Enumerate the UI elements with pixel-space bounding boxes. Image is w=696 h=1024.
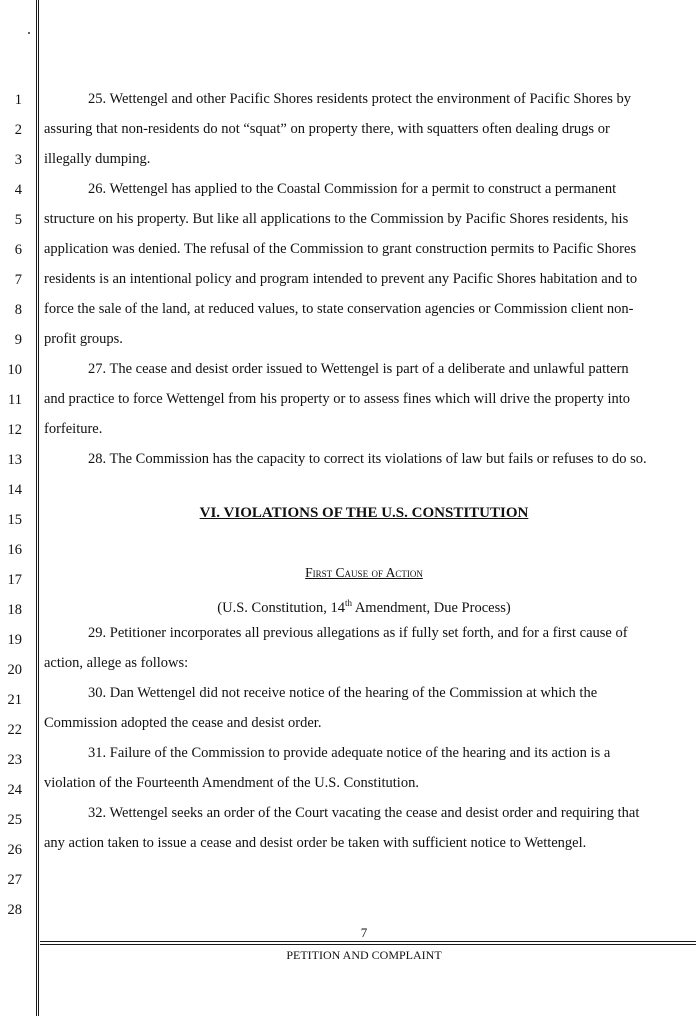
paragraph-25-line: illegally dumping. bbox=[44, 151, 151, 167]
paragraph-26-line: force the sale of the land, at reduced values, to state conservation agencies or Commission client non- bbox=[44, 301, 634, 317]
line-number: 3 bbox=[14, 152, 22, 168]
paragraph-29-line: 29. Petitioner incorporates all previous allegations as if fully set forth, and for a first cause of bbox=[88, 625, 628, 641]
paragraph-27-line: 27. The cease and desist order issued to Wettengel is part of a deliberate and unlawful pattern bbox=[88, 361, 629, 377]
line-number: 13 bbox=[7, 452, 22, 468]
paragraph-28-line: 28. The Commission has the capacity to correct its violations of law but fails or refuses to do so. bbox=[88, 451, 647, 467]
line-number: 12 bbox=[7, 422, 22, 438]
line-number: 14 bbox=[7, 482, 22, 498]
line-number: 21 bbox=[7, 692, 22, 708]
line-number: 4 bbox=[14, 182, 22, 198]
paragraph-26-line: residents is an intentional policy and program intended to prevent any Pacific Shores habitation and to bbox=[44, 271, 638, 287]
line-number: 9 bbox=[14, 332, 22, 348]
paragraph-25-line: 25. Wettengel and other Pacific Shores residents protect the environment of Pacific Shores by bbox=[88, 91, 631, 107]
line-number: 8 bbox=[14, 302, 22, 318]
line-number: 22 bbox=[7, 722, 22, 738]
section-heading bbox=[44, 504, 684, 522]
paragraph-25-line: assuring that non-residents do not “squat” on property there, with squatters often dealing drugs or bbox=[44, 121, 610, 137]
line-number: 19 bbox=[7, 632, 22, 648]
cause-sub-before: (U.S. Constitution, 14 bbox=[217, 599, 345, 616]
paragraph-32-line: 32. Wettengel seeks an order of the Court vacating the cease and desist order and requiring that bbox=[88, 805, 640, 821]
line-number: 27 bbox=[7, 872, 22, 888]
line-number: 23 bbox=[7, 752, 22, 768]
footer-title bbox=[44, 946, 684, 964]
margin-rule-outer bbox=[36, 0, 37, 1016]
scan-speck bbox=[28, 32, 30, 34]
line-number: 17 bbox=[7, 572, 22, 588]
paragraph-31-line: violation of the Fourteenth Amendment of the U.S. Constitution. bbox=[44, 775, 419, 791]
cause-of-action-subtitle bbox=[44, 594, 684, 617]
cause-sub-superscript: th bbox=[345, 598, 353, 608]
line-number: 6 bbox=[14, 242, 22, 258]
line-number: 10 bbox=[7, 362, 22, 378]
cause-of-action-title: First Cause of Action bbox=[305, 565, 423, 580]
line-number: 20 bbox=[7, 662, 22, 678]
footer-rule-top bbox=[40, 941, 696, 942]
line-number: 11 bbox=[8, 392, 22, 408]
line-number: 16 bbox=[7, 542, 22, 558]
line-number: 7 bbox=[14, 272, 22, 288]
line-number: 15 bbox=[7, 512, 22, 528]
cause-sub-after: Amendment, Due Process) bbox=[352, 599, 511, 616]
line-number: 28 bbox=[7, 902, 22, 918]
page-number: 7 bbox=[360, 925, 368, 940]
paragraph-26-line: application was denied. The refusal of the Commission to grant construction permits to Pacific Shores bbox=[44, 241, 637, 257]
paragraph-26-line: profit groups. bbox=[44, 331, 123, 347]
paragraph-30-line: 30. Dan Wettengel did not receive notice of the hearing of the Commission at which the bbox=[88, 685, 598, 701]
paragraph-32-line: any action taken to issue a cease and desist order be taken with sufficient notice to Wettengel. bbox=[44, 835, 587, 851]
cause-of-action-heading bbox=[44, 564, 684, 582]
margin-rule-inner bbox=[38, 0, 39, 1016]
footer-title-text: PETITION AND COMPLAINT bbox=[286, 948, 442, 962]
line-number: 25 bbox=[7, 812, 22, 828]
section-heading-text: VI. VIOLATIONS OF THE U.S. CONSTITUTION bbox=[199, 505, 529, 521]
line-number: 26 bbox=[7, 842, 22, 858]
paragraph-31-line: 31. Failure of the Commission to provide adequate notice of the hearing and its action is a bbox=[88, 745, 611, 761]
paragraph-27-line: and practice to force Wettengel from his property or to assess fines which will drive the property into bbox=[44, 391, 631, 407]
paragraph-30-line: Commission adopted the cease and desist order. bbox=[44, 715, 322, 731]
paragraph-29-line: action, allege as follows: bbox=[44, 655, 189, 671]
paragraph-27-line: forfeiture. bbox=[44, 421, 103, 437]
line-number: 1 bbox=[14, 92, 22, 108]
line-number: 24 bbox=[7, 782, 22, 798]
line-number: 18 bbox=[7, 602, 22, 618]
line-number: 2 bbox=[14, 122, 22, 138]
paragraph-26-line: 26. Wettengel has applied to the Coastal Commission for a permit to construct a permanent bbox=[88, 181, 617, 197]
paragraph-26-line: structure on his property. But like all applications to the Commission by Pacific Shores residents, his bbox=[44, 211, 629, 227]
footer-rule-bottom bbox=[40, 944, 696, 945]
line-number: 5 bbox=[14, 212, 22, 228]
